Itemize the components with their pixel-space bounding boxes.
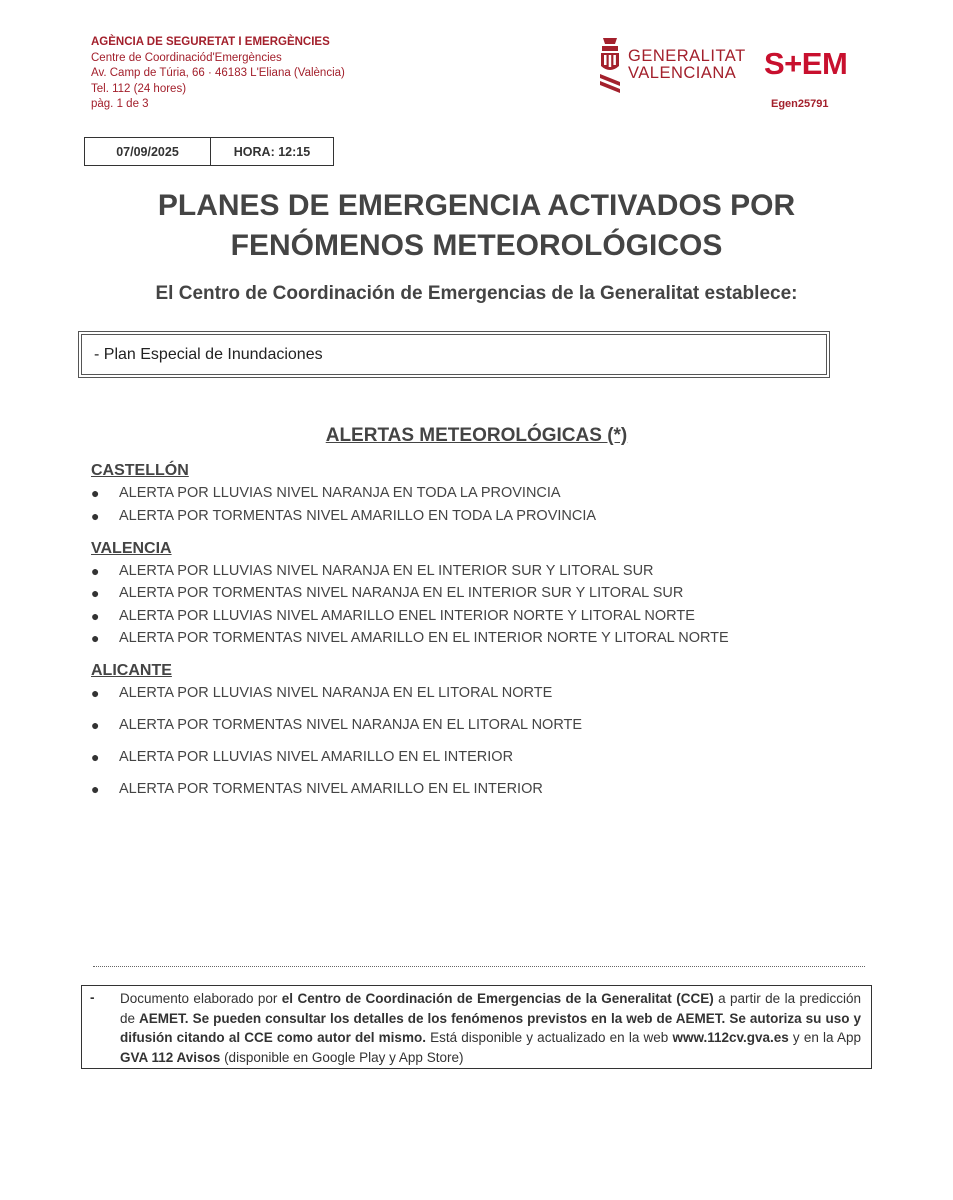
agency-address: Av. Camp de Túria, 66 · 46183 L'Eliana (València) [91, 67, 345, 79]
alert-item [91, 563, 654, 579]
footer-text [120, 989, 861, 1067]
footer-text-part: a partir de la predicción de [120, 991, 862, 1026]
dotted-divider [93, 966, 865, 967]
bullet-icon: ● [91, 508, 100, 524]
title-line-2: FENÓMENOS METEOROLÓGICOS [230, 229, 723, 262]
page-title [0, 186, 953, 266]
title-line-1: PLANES DE EMERGENCIA ACTIVADOS POR [157, 189, 796, 222]
province-heading: CASTELLÓN [91, 462, 189, 479]
footer-text-part: Documento elaborado por [120, 991, 282, 1006]
bullet-icon: ● [91, 563, 100, 579]
alert-item [91, 717, 582, 733]
time-value: HORA: 12:15 [233, 144, 311, 159]
bullet-icon: ● [91, 749, 100, 765]
logo-gv-line2: VALENCIANA [628, 64, 737, 82]
bullet-icon: ● [91, 717, 100, 733]
alert-text: ALERTA POR LLUVIAS NIVEL NARANJA EN EL INTERIOR SUR Y LITORAL SUR [119, 563, 654, 579]
active-plan-box [78, 331, 830, 378]
footer-text-part: Está disponible y actualizado en la web [425, 1030, 673, 1045]
alert-text: ALERTA POR TORMENTAS NIVEL AMARILLO EN EL INTERIOR [119, 781, 543, 797]
alert-text: ALERTA POR TORMENTAS NIVEL NARANJA EN EL INTERIOR SUR Y LITORAL SUR [119, 585, 684, 601]
document-code: Egen25791 [771, 98, 829, 110]
logo-gv-line1: GENERALITAT [628, 47, 746, 65]
province-heading: VALENCIA [91, 540, 172, 557]
bullet-icon: ● [91, 781, 100, 797]
footer-website: www.112cv.gva.es [672, 1030, 789, 1045]
bullet-icon: ● [91, 485, 100, 501]
alert-text: ALERTA POR LLUVIAS NIVEL AMARILLO EN EL INTERIOR [119, 749, 514, 765]
active-plan-text: - Plan Especial de Inundaciones [81, 334, 827, 375]
footer-bold-part: AEMET. Se pueden consultar los detalles de los fenómenos previstos en la web de AEMET. Se autoriza su uso y difusión citando al CCE como autor del mismo. [120, 1010, 861, 1045]
footer-dash: - [90, 990, 95, 1005]
date-value: 07/09/2025 [85, 138, 211, 165]
alert-item [91, 749, 513, 765]
alert-item [91, 630, 729, 646]
alert-item [91, 485, 561, 501]
agency-name: AGÈNCIA DE SEGURETAT I EMERGÈNCIES [91, 36, 330, 48]
footer-app-name: GVA 112 Avisos [120, 1049, 221, 1065]
bullet-icon: ● [91, 585, 100, 601]
footer-text-part: (disponible en Google Play y App Store) [220, 1049, 464, 1065]
bullet-icon: ● [91, 608, 100, 624]
alerts-title: ALERTAS METEOROLÓGICAS (*) [325, 425, 628, 446]
page-subtitle: El Centro de Coordinación de Emergencias de la Generalitat establece: [155, 283, 798, 304]
agency-phone: Tel. 112 (24 hores) [91, 82, 187, 95]
agency-center: Centre de Coordinaciód'Emergències [91, 51, 282, 64]
footer-bold-part: el Centro de Coordinación de Emergencias de la Generalitat (CCE) [281, 991, 714, 1006]
agency-info [91, 35, 345, 113]
province-heading: ALICANTE [91, 662, 172, 679]
alert-text: ALERTA POR TORMENTAS NIVEL AMARILLO EN TODA LA PROVINCIA [119, 508, 597, 524]
coat-of-arms-icon [598, 36, 622, 94]
alert-item [91, 781, 543, 797]
sem-logo: S+EM [764, 46, 848, 81]
alert-item [91, 585, 683, 601]
alert-item [91, 685, 552, 701]
alert-text: ALERTA POR TORMENTAS NIVEL AMARILLO EN EL INTERIOR NORTE Y LITORAL NORTE [119, 630, 729, 646]
footer-text-part: y en la App [788, 1030, 861, 1045]
bullet-icon: ● [91, 630, 100, 646]
page-number: pàg. 1 de 3 [91, 98, 149, 110]
alert-item [91, 608, 695, 624]
alert-text: ALERTA POR LLUVIAS NIVEL NARANJA EN TODA LA PROVINCIA [119, 485, 561, 501]
bullet-icon: ● [91, 685, 100, 701]
alert-text: ALERTA POR LLUVIAS NIVEL AMARILLO ENEL INTERIOR NORTE Y LITORAL NORTE [119, 608, 695, 624]
footer-disclaimer [81, 985, 872, 1069]
generalitat-logo [598, 36, 746, 94]
alert-item [91, 508, 596, 524]
date-time-box [84, 137, 334, 166]
alert-text: ALERTA POR LLUVIAS NIVEL NARANJA EN EL LITORAL NORTE [119, 685, 553, 701]
alert-text: ALERTA POR TORMENTAS NIVEL NARANJA EN EL LITORAL NORTE [119, 717, 583, 733]
